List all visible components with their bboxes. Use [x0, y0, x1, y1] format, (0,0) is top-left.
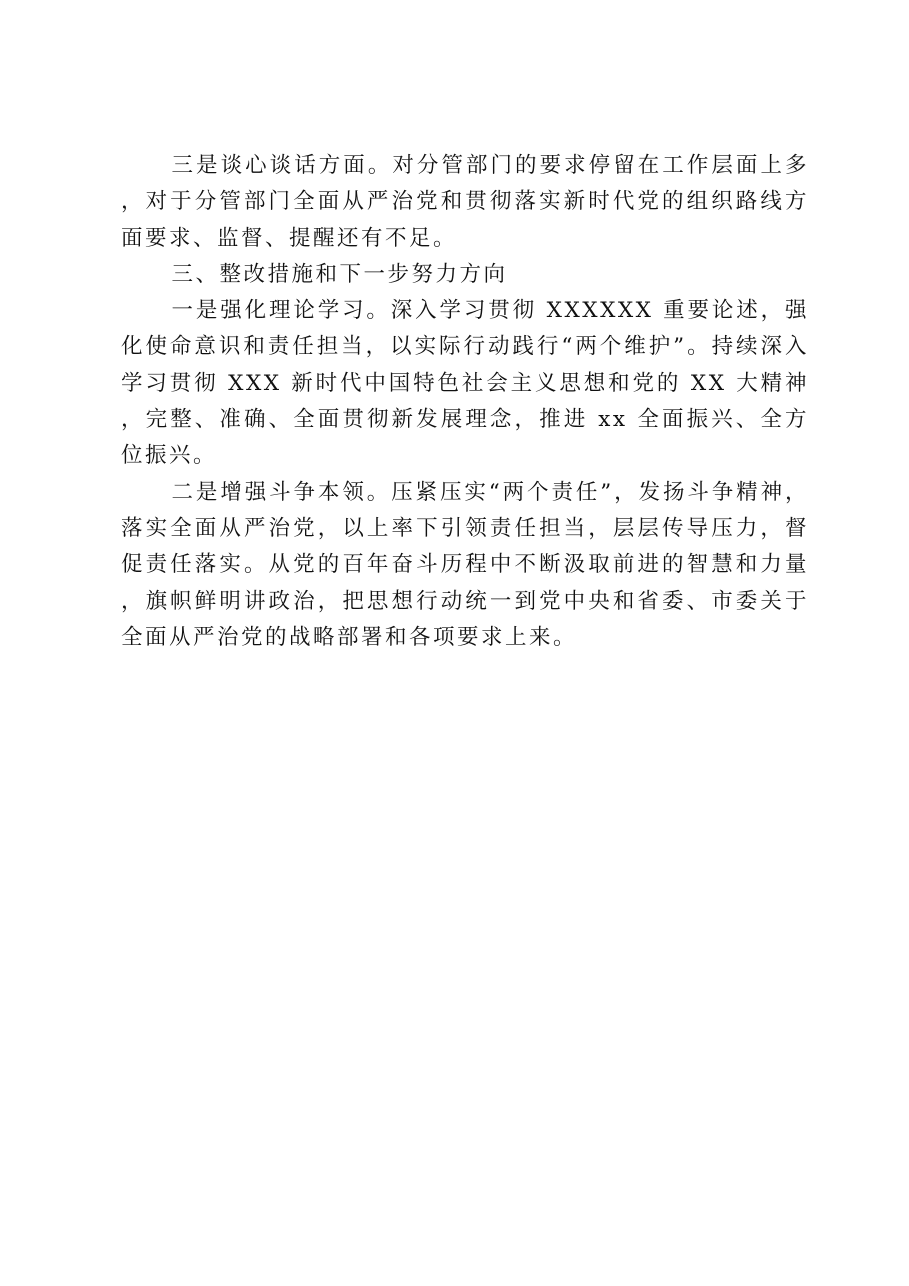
section-heading-rectification-measures: 三、整改措施和下一步努力方向 [171, 261, 508, 287]
paragraph-strengthen-theory-study: 一是强化理论学习。深入学习贯彻 XXXXXX 重要论述，强化使命意识和责任担当，以实际行动践行“两个维护”。持续深入学习贯彻 XXX 新时代中国特色社会主义思想和党的 XX 大精神，完整、准确、全面贯彻新发展理念，推进 xx 全面振兴、全方位振兴。 [121, 298, 809, 469]
paragraph-enhance-struggle-ability: 二是增强斗争本领。压紧压实“两个责任”，发扬斗争精神，落实全面从严治党，以上率下引领责任担当，层层传导压力，督促责任落实。从党的百年奋斗历程中不断汲取前进的智慧和力量，旗帜鲜明讲政治，把思想行动统一到党中央和省委、市委关于全面从严治党的战略部署和各项要求上来。 [121, 479, 809, 650]
document-body [121, 148, 809, 656]
paragraph-heart-to-heart-talks: 三是谈心谈话方面。对分管部门的要求停留在工作层面上多，对于分管部门全面从严治党和贯彻落实新时代党的组织路线方面要求、监督、提醒还有不足。 [121, 153, 809, 251]
